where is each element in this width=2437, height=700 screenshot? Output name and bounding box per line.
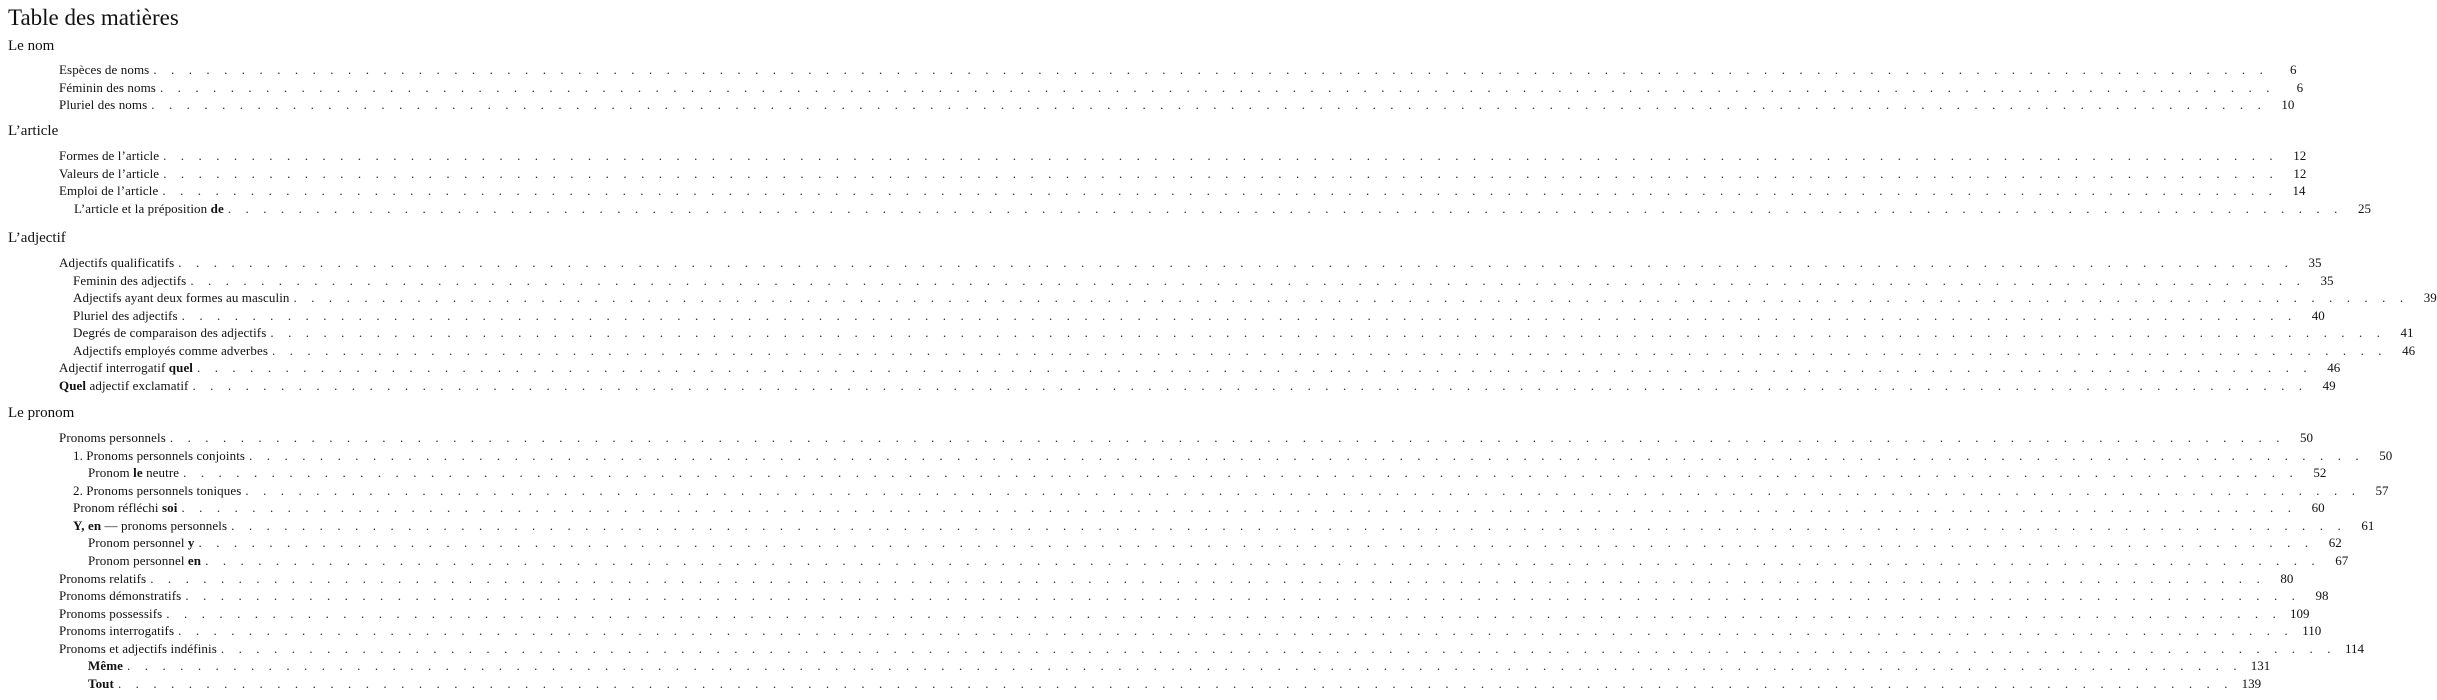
toc-entry[interactable]: [88, 534, 2342, 552]
dot-leader: . . . . . . . . . . . . . . . . . . . . . . . . . . . . . . . . . . . . . . . . . . . . . . . . . . . . . . . . . . . . . . . . . . . . . . . . . . . . . . . . . . . . . . . . . . . . . . . . . . . . . . . . . . . . . . . . . . . . . . . .: [190, 273, 2306, 288]
dot-leader: . . . . . . . . . . . . . . . . . . . . . . . . . . . . . . . . . . . . . . . . . . . . . . . . . . . . . . . . . . . . . . . . . . . . . . . . . . . . . . . . . . . . . . . . . . . . . . . . . . . . . . . . . . . . . . . . . . . . . . . .: [227, 201, 2343, 216]
dot-leader: . . . . . . . . . . . . . . . . . . . . . . . . . . . . . . . . . . . . . . . . . . . . . . . . . . . . . . . . . . . . . . . . . . . . . . . . . . . . . . . . . . . . . . . . . . . . . . . . . . . . . . . . . . . . . . . . . . . . . . . .: [231, 518, 2347, 533]
dot-leader: . . . . . . . . . . . . . . . . . . . . . . . . . . . . . . . . . . . . . . . . . . . . . . . . . . . . . . . . . . . . . . . . . . . . . . . . . . . . . . . . . . . . . . . . . . . . . . . . . . . . . . . . . . . . . . . . . . . . . . . .: [163, 166, 2279, 181]
toc-entry-label: [88, 657, 123, 675]
label-text: Emploi de l’article: [59, 183, 159, 198]
label-text: Pronom: [88, 465, 134, 480]
toc-entry[interactable]: [73, 289, 2437, 307]
toc-entry-label: [59, 377, 188, 395]
toc-entry[interactable]: [59, 165, 2307, 183]
toc-entry[interactable]: [73, 517, 2375, 535]
dot-leader: . . . . . . . . . . . . . . . . . . . . . . . . . . . . . . . . . . . . . . . . . . . . . . . . . . . . . . . . . . . . . . . . . . . . . . . . . . . . . . . . . . . . . . . . . . . . . . . . . . . . . . . . . . . . . . . . . . . . . . . .: [205, 553, 2321, 568]
page-number: 67: [2335, 553, 2349, 568]
label-text: neutre: [142, 465, 180, 480]
page-number: 52: [2313, 465, 2327, 480]
label-text: Pronoms relatifs: [59, 571, 147, 586]
dot-leader: . . . . . . . . . . . . . . . . . . . . . . . . . . . . . . . . . . . . . . . . . . . . . . . . . . . . . . . . . . . . . . . . . . . . . . . . . . . . . . . . . . . . . . . . . . . . . . . . . . . . . . . . . . . . . . . . . . . . . . . .: [151, 97, 2267, 112]
toc-entry-label: [74, 200, 224, 218]
toc-entry[interactable]: [59, 605, 2310, 623]
dot-leader: . . . . . . . . . . . . . . . . . . . . . . . . . . . . . . . . . . . . . . . . . . . . . . . . . . . . . . . . . . . . . . . . . . . . . . . . . . . . . . . . . . . . . . . . . . . . . . . . . . . . . . . . . . . . . . . . . . . . . . . .: [181, 500, 2297, 515]
toc-entry-label: [73, 482, 241, 500]
page-number: 98: [2315, 588, 2329, 603]
toc-entry-label: [59, 254, 174, 272]
page-number: 50: [2379, 448, 2393, 463]
toc-entry[interactable]: [59, 640, 2365, 658]
page-number: 12: [2293, 148, 2307, 163]
toc-entry-label: [73, 324, 266, 342]
label-text: Formes de l’article: [59, 148, 160, 163]
dot-leader: . . . . . . . . . . . . . . . . . . . . . . . . . . . . . . . . . . . . . . . . . . . . . . . . . . . . . . . . . . . . . . . . . . . . . . . . . . . . . . . . . . . . . . . . . . . . . . . . . . . . . . . . . . . . . . . . . . . . . . . .: [181, 308, 2297, 323]
page-number: 50: [2300, 430, 2314, 445]
dot-leader: . . . . . . . . . . . . . . . . . . . . . . . . . . . . . . . . . . . . . . . . . . . . . . . . . . . . . . . . . . . . . . . . . . . . . . . . . . . . . . . . . . . . . . . . . . . . . . . . . . . . . . . . . . . . . . . . . . . . . . . .: [220, 641, 2337, 656]
toc-entry[interactable]: [73, 272, 2334, 290]
label-text: Pronom personnel: [88, 553, 188, 568]
toc-entry-label: [88, 464, 179, 482]
toc-entry[interactable]: [59, 622, 2322, 640]
label-text: L’article et la préposition: [74, 201, 211, 216]
page-number: 6: [2296, 80, 2304, 95]
toc-entry[interactable]: [59, 570, 2294, 588]
label-text: 1. Pronoms personnels conjoints: [73, 448, 246, 463]
toc-entry-label: [59, 165, 159, 183]
page-number: 114: [2345, 641, 2365, 656]
toc-entry-label: [59, 570, 146, 588]
toc-entry-label: [88, 675, 114, 693]
bold-term: Y, en: [73, 518, 102, 533]
toc-entry[interactable]: [59, 182, 2306, 200]
toc-entry[interactable]: [59, 359, 2341, 377]
toc-entry-label: [73, 342, 268, 360]
toc-entry-label: [73, 307, 178, 325]
bold-term: de: [210, 201, 224, 216]
page-number: 60: [2311, 500, 2325, 515]
dot-leader: . . . . . . . . . . . . . . . . . . . . . . . . . . . . . . . . . . . . . . . . . . . . . . . . . . . . . . . . . . . . . . . . . . . . . . . . . . . . . . . . . . . . . . . . . . . . . . . . . . . . . . . . . . . . . . . . . . . . . . . .: [293, 290, 2409, 305]
toc-entry-label: [59, 96, 147, 114]
bold-term: Quel: [59, 378, 87, 393]
label-text: Feminin des adjectifs: [73, 273, 187, 288]
label-text: Pronoms possessifs: [59, 606, 163, 621]
toc-entry-label: [73, 499, 177, 517]
bold-term: y: [187, 535, 195, 550]
dot-leader: . . . . . . . . . . . . . . . . . . . . . . . . . . . . . . . . . . . . . . . . . . . . . . . . . . . . . . . . . . . . . . . . . . . . . . . . . . . . . . . . . . . . . . . . . . . . . . . . . . . . . . . . . . . . . . . . . . . . . . . .: [272, 343, 2388, 358]
label-text: Adjectifs ayant deux formes au masculin: [73, 290, 290, 305]
dot-leader: . . . . . . . . . . . . . . . . . . . . . . . . . . . . . . . . . . . . . . . . . . . . . . . . . . . . . . . . . . . . . . . . . . . . . . . . . . . . . . . . . . . . . . . . . . . . . . . . . . . . . . . . . . . . . . . . . . . . . . . .: [153, 62, 2269, 77]
toc-entry-label: [59, 147, 159, 165]
label-text: 2. Pronoms personnels toniques: [73, 483, 242, 498]
bold-term: Même: [88, 658, 124, 673]
label-text: Pronoms interrogatifs: [59, 623, 175, 638]
toc-entry[interactable]: [59, 147, 2307, 165]
toc-entry[interactable]: [88, 657, 2271, 675]
label-text: Pronom réfléchi: [73, 500, 162, 515]
page-number: 39: [2423, 290, 2437, 305]
toc-entry[interactable]: [59, 96, 2295, 114]
label-text: Adjectif interrogatif: [59, 360, 169, 375]
dot-leader: . . . . . . . . . . . . . . . . . . . . . . . . . . . . . . . . . . . . . . . . . . . . . . . . . . . . . . . . . . . . . . . . . . . . . . . . . . . . . . . . . . . . . . . . . . . . . . . . . . . . . . . . . . . . . . . . . . . . . . . .: [198, 535, 2314, 550]
page-number: 62: [2328, 535, 2342, 550]
label-text: Adjectifs qualificatifs: [59, 255, 175, 270]
label-text: Espèces de noms: [59, 62, 150, 77]
toc-entry[interactable]: [73, 307, 2325, 325]
page-number: 109: [2289, 606, 2310, 621]
dot-leader: . . . . . . . . . . . . . . . . . . . . . . . . . . . . . . . . . . . . . . . . . . . . . . . . . . . . . . . . . . . . . . . . . . . . . . . . . . . . . . . . . . . . . . . . . . . . . . . . . . . . . . . . . . . . . . . . . . . . . . . .: [159, 80, 2276, 95]
toc-entry-label: [73, 517, 227, 535]
dot-leader: . . . . . . . . . . . . . . . . . . . . . . . . . . . . . . . . . . . . . . . . . . . . . . . . . . . . . . . . . . . . . . . . . . . . . . . . . . . . . . . . . . . . . . . . . . . . . . . . . . . . . . . . . . . . . . . . . . . . . . . .: [192, 378, 2308, 393]
toc-entry[interactable]: [73, 324, 2414, 342]
label-text: Degrés de comparaison des adjectifs: [73, 325, 267, 340]
toc-entry[interactable]: [88, 552, 2349, 570]
toc-entry-label: [88, 534, 195, 552]
toc-entry[interactable]: [59, 254, 2322, 272]
page-number: 61: [2361, 518, 2375, 533]
toc-entry-label: [73, 289, 290, 307]
toc-entry-label: [73, 272, 186, 290]
page-number: 14: [2292, 183, 2306, 198]
toc-entry-label: [59, 359, 193, 377]
bold-term: en: [187, 553, 202, 568]
dot-leader: . . . . . . . . . . . . . . . . . . . . . . . . . . . . . . . . . . . . . . . . . . . . . . . . . . . . . . . . . . . . . . . . . . . . . . . . . . . . . . . . . . . . . . . . . . . . . . . . . . . . . . . . . . . . . . . . . . . . . . . .: [197, 360, 2313, 375]
toc-entry[interactable]: [73, 342, 2416, 360]
page-number: 49: [2322, 378, 2336, 393]
dot-leader: . . . . . . . . . . . . . . . . . . . . . . . . . . . . . . . . . . . . . . . . . . . . . . . . . . . . . . . . . . . . . . . . . . . . . . . . . . . . . . . . . . . . . . . . . . . . . . . . . . . . . . . . . . . . . . . . . . . . . . . .: [178, 255, 2294, 270]
toc-entry-label: [59, 61, 149, 79]
page-number: 57: [2375, 483, 2389, 498]
toc-entry-label: [59, 587, 181, 605]
page-number: 25: [2357, 201, 2371, 216]
dot-leader: . . . . . . . . . . . . . . . . . . . . . . . . . . . . . . . . . . . . . . . . . . . . . . . . . . . . . . . . . . . . . . . . . . . . . . . . . . . . . . . . . . . . . . . . . . . . . . . . . . . . . . . . . . . . . . . . . . . . . . . .: [185, 588, 2301, 603]
bold-term: quel: [168, 360, 194, 375]
label-text: Féminin des noms: [59, 80, 156, 95]
toc-entry-label: [88, 552, 201, 570]
label-text: — pronoms personnels: [101, 518, 228, 533]
label-text: Pronoms personnels: [59, 430, 166, 445]
toc-entry[interactable]: [59, 79, 2304, 97]
toc-entry-label: [59, 605, 162, 623]
page-number: 35: [2308, 255, 2322, 270]
label-text: Pronoms et adjectifs indéfinis: [59, 641, 217, 656]
section-heading-adjectif: L’adjectif: [8, 230, 66, 246]
page-number: 10: [2281, 97, 2295, 112]
page-number: 139: [2241, 676, 2262, 691]
dot-leader: . . . . . . . . . . . . . . . . . . . . . . . . . . . . . . . . . . . . . . . . . . . . . . . . . . . . . . . . . . . . . . . . . . . . . . . . . . . . . . . . . . . . . . . . . . . . . . . . . . . . . . . . . . . . . . . . . . . . . . . .: [245, 483, 2361, 498]
section-heading-pronom: Le pronom: [8, 405, 75, 421]
page-number: 12: [2293, 166, 2307, 181]
section-heading-article: L’article: [8, 123, 59, 139]
label-text: Pronoms démonstratifs: [59, 588, 182, 603]
label-text: Adjectifs employés comme adverbes: [73, 343, 268, 358]
page-number: 131: [2250, 658, 2271, 673]
toc-entry-label: [59, 622, 174, 640]
section-heading-nom: Le nom: [8, 38, 55, 54]
page-number: 110: [2302, 623, 2322, 638]
toc-entry[interactable]: [59, 429, 2314, 447]
page-number: 40: [2311, 308, 2325, 323]
dot-leader: . . . . . . . . . . . . . . . . . . . . . . . . . . . . . . . . . . . . . . . . . . . . . . . . . . . . . . . . . . . . . . . . . . . . . . . . . . . . . . . . . . . . . . . . . . . . . . . . . . . . . . . . . . . . . . . . . . . . . . . .: [150, 571, 2266, 586]
bold-term: soi: [161, 500, 178, 515]
label-text: Pronom personnel: [88, 535, 188, 550]
toc-entry[interactable]: [73, 482, 2389, 500]
toc-entry[interactable]: [59, 587, 2329, 605]
toc-entry[interactable]: [73, 499, 2325, 517]
page-number: 46: [2402, 343, 2416, 358]
page-number: 46: [2327, 360, 2341, 375]
toc-entry-label: [59, 640, 217, 658]
toc-entry-label: [73, 447, 245, 465]
toc-entry-label: [59, 429, 166, 447]
page-number: 80: [2280, 571, 2294, 586]
page-number: 6: [2289, 62, 2297, 77]
dot-leader: . . . . . . . . . . . . . . . . . . . . . . . . . . . . . . . . . . . . . . . . . . . . . . . . . . . . . . . . . . . . . . . . . . . . . . . . . . . . . . . . . . . . . . . . . . . . . . . . . . . . . . . . . . . . . . . . . . . . . . . .: [162, 183, 2278, 198]
dot-leader: . . . . . . . . . . . . . . . . . . . . . . . . . . . . . . . . . . . . . . . . . . . . . . . . . . . . . . . . . . . . . . . . . . . . . . . . . . . . . . . . . . . . . . . . . . . . . . . . . . . . . . . . . . . . . . . . . . . . . . . .: [127, 658, 2243, 673]
dot-leader: . . . . . . . . . . . . . . . . . . . . . . . . . . . . . . . . . . . . . . . . . . . . . . . . . . . . . . . . . . . . . . . . . . . . . . . . . . . . . . . . . . . . . . . . . . . . . . . . . . . . . . . . . . . . . . . . . . . . . . . .: [249, 448, 2365, 463]
page-number: 41: [2400, 325, 2414, 340]
page-number: 35: [2320, 273, 2334, 288]
toc-entry[interactable]: [59, 61, 2297, 79]
label-text: Pluriel des noms: [59, 97, 148, 112]
toc-entry[interactable]: [88, 675, 2262, 693]
toc-entry[interactable]: [59, 377, 2336, 395]
label-text: Pluriel des adjectifs: [73, 308, 178, 323]
dot-leader: . . . . . . . . . . . . . . . . . . . . . . . . . . . . . . . . . . . . . . . . . . . . . . . . . . . . . . . . . . . . . . . . . . . . . . . . . . . . . . . . . . . . . . . . . . . . . . . . . . . . . . . . . . . . . . . . . . . . . . . .: [178, 623, 2294, 638]
dot-leader: . . . . . . . . . . . . . . . . . . . . . . . . . . . . . . . . . . . . . . . . . . . . . . . . . . . . . . . . . . . . . . . . . . . . . . . . . . . . . . . . . . . . . . . . . . . . . . . . . . . . . . . . . . . . . . . . . . . . . . . .: [183, 465, 2299, 480]
toc-entry[interactable]: [73, 447, 2393, 465]
dot-leader: . . . . . . . . . . . . . . . . . . . . . . . . . . . . . . . . . . . . . . . . . . . . . . . . . . . . . . . . . . . . . . . . . . . . . . . . . . . . . . . . . . . . . . . . . . . . . . . . . . . . . . . . . . . . . . . . . . . . . . . .: [117, 676, 2234, 691]
page-title: Table des matières: [8, 5, 179, 30]
dot-leader: . . . . . . . . . . . . . . . . . . . . . . . . . . . . . . . . . . . . . . . . . . . . . . . . . . . . . . . . . . . . . . . . . . . . . . . . . . . . . . . . . . . . . . . . . . . . . . . . . . . . . . . . . . . . . . . . . . . . . . . .: [270, 325, 2386, 340]
label-text: Valeurs de l’article: [59, 166, 160, 181]
toc-entry-label: [59, 182, 158, 200]
dot-leader: . . . . . . . . . . . . . . . . . . . . . . . . . . . . . . . . . . . . . . . . . . . . . . . . . . . . . . . . . . . . . . . . . . . . . . . . . . . . . . . . . . . . . . . . . . . . . . . . . . . . . . . . . . . . . . . . . . . . . . . .: [166, 606, 2282, 621]
toc-entry[interactable]: [88, 464, 2327, 482]
bold-term: le: [133, 465, 143, 480]
dot-leader: . . . . . . . . . . . . . . . . . . . . . . . . . . . . . . . . . . . . . . . . . . . . . . . . . . . . . . . . . . . . . . . . . . . . . . . . . . . . . . . . . . . . . . . . . . . . . . . . . . . . . . . . . . . . . . . . . . . . . . . .: [163, 148, 2279, 163]
dot-leader: . . . . . . . . . . . . . . . . . . . . . . . . . . . . . . . . . . . . . . . . . . . . . . . . . . . . . . . . . . . . . . . . . . . . . . . . . . . . . . . . . . . . . . . . . . . . . . . . . . . . . . . . . . . . . . . . . . . . . . . .: [169, 430, 2286, 445]
toc-entry[interactable]: [74, 200, 2371, 218]
toc-entry-label: [59, 79, 156, 97]
bold-term: Tout: [88, 676, 114, 691]
label-text: adjectif exclamatif: [86, 378, 189, 393]
